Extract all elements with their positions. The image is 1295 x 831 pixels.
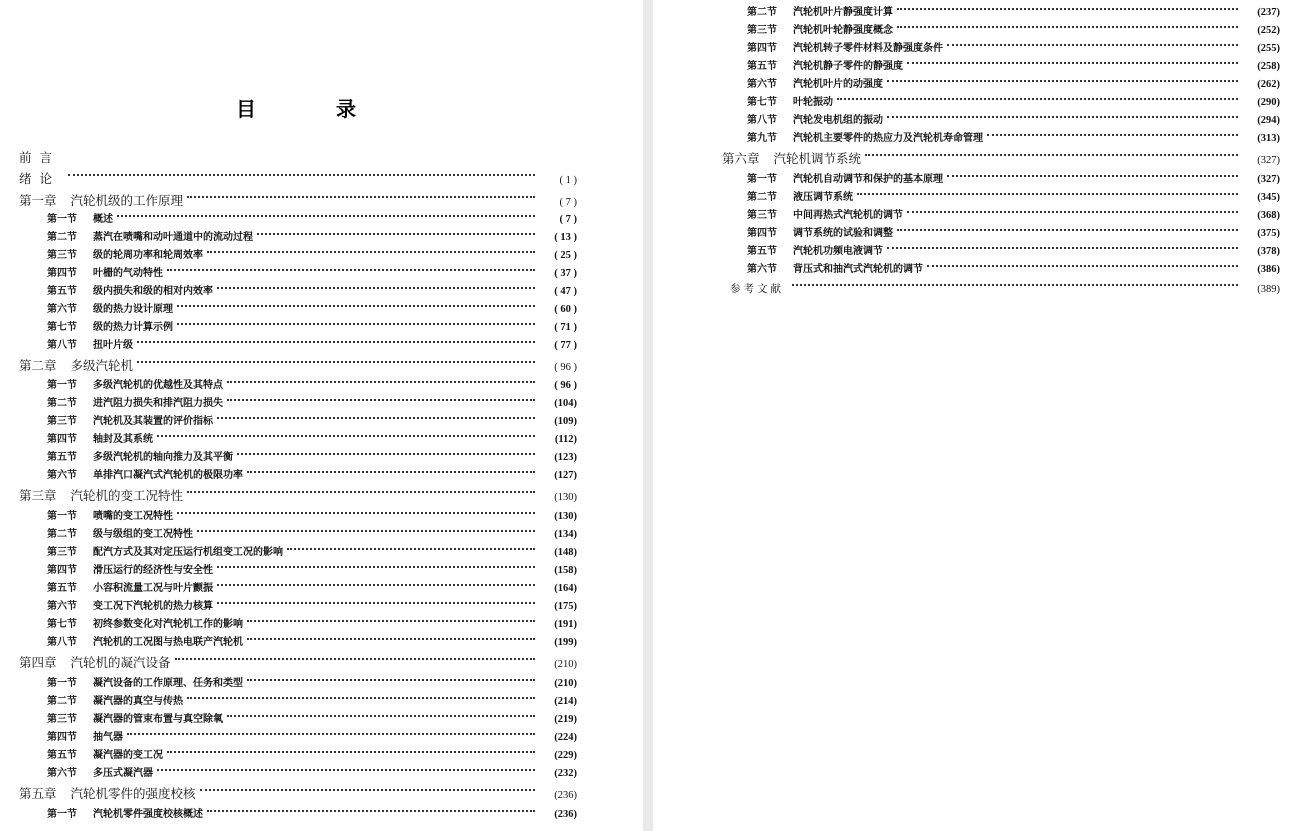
toc-entry-page: (127) [554,470,577,481]
toc-entry-title: 汽轮机零件的强度校核 [70,786,196,801]
toc-entry-page: (232) [554,768,577,779]
toc-entry-page: (327) [1257,155,1280,166]
toc-entry-chapter[interactable] [19,655,577,671]
toc-entry-section[interactable] [47,230,577,246]
toc-entry-title: 汽轮发电机组的振动 [793,115,883,126]
toc-entry-title: 多级汽轮机的优越性及其特点 [93,380,223,391]
toc-entry-section[interactable] [47,581,577,597]
toc-entry-section[interactable] [747,5,1280,21]
toc-entry-section[interactable] [747,208,1280,224]
toc-entry-page: (386) [1257,264,1280,275]
toc-leader-dots [247,679,535,681]
toc-entry-number: 第四节 [47,732,77,743]
toc-leader-dots [207,251,535,253]
toc-leader-dots [200,789,535,791]
toc-entry-section[interactable] [47,266,577,282]
toc-entry-title: 汽轮机转子零件材料及静强度条件 [793,43,943,54]
toc-entry-title: 级与级组的变工况特性 [93,529,193,540]
toc-entry-section[interactable] [747,59,1280,75]
toc-entry-title: 汽轮机自动调节和保护的基本原理 [793,174,943,185]
toc-leader-dots [947,44,1238,46]
toc-entry-section[interactable] [47,284,577,300]
toc-entry-title: 调节系统的试验和调整 [793,228,893,239]
toc-entry-title: 级的轮周功率和轮周效率 [93,250,203,261]
toc-leader-dots [68,174,535,176]
toc-entry-title: 多级汽轮机 [70,358,134,373]
toc-entry-section[interactable] [747,95,1280,111]
toc-entry-page: (378) [1257,246,1280,257]
toc-entry-title: 级的热力设计原理 [93,304,173,315]
toc-leader-dots [887,247,1238,249]
toc-entry-title: 汽轮机的工况图与热电联产汽轮机 [93,637,243,648]
toc-entry-page: (375) [1257,228,1280,239]
toc-entry-page: (191) [554,619,577,630]
toc-leader-dots [127,733,535,735]
toc-entry-number: 第七节 [47,619,77,630]
toc-entry-number: 第三节 [747,210,777,221]
toc-entry-page: (123) [554,452,577,463]
toc-leader-dots [257,233,535,235]
toc-entry-number: 第二章 [19,358,57,373]
toc-entry-page: (219) [554,714,577,725]
toc-leader-dots [175,658,535,660]
toc-entry-number: 第一节 [47,214,77,225]
toc-entry-title: 轴封及其系统 [93,434,153,445]
toc-entry-section[interactable] [47,599,577,615]
toc-entry-page: (134) [554,529,577,540]
toc-entry-chapter[interactable] [19,786,577,802]
toc-entry-page: (252) [1257,25,1280,36]
toc-entry-page: (164) [554,583,577,594]
toc-entry-page: ( 96 ) [554,362,577,373]
toc-entry-number: 第六节 [47,470,77,481]
toc-entry-number: 第三节 [747,25,777,36]
toc-entry-page: (214) [554,696,577,707]
toc-entry-page: ( 7 ) [559,214,577,225]
toc-leader-dots [987,134,1238,136]
toc-entry-page: (210) [554,659,577,670]
toc-entry-number: 第八节 [47,340,77,351]
toc-entry-title: 多压式凝汽器 [93,768,153,779]
toc-entry-section[interactable] [47,766,577,782]
toc-leader-dots [207,810,535,812]
toc-entry-number: 第五节 [747,246,777,257]
toc-entry-section[interactable] [47,320,577,336]
toc-entry-title: 蒸汽在喷嘴和动叶通道中的流动过程 [93,232,253,243]
toc-leader-dots [227,381,535,383]
toc-leader-dots [792,284,1238,286]
toc-entry-title: 概述 [93,214,113,225]
toc-entry-title: 扭叶片级 [93,340,133,351]
toc-entry-page: ( 25 ) [554,250,577,261]
toc-entry-page: (368) [1257,210,1280,221]
toc-entry-section[interactable] [47,635,577,651]
toc-entry-section[interactable] [47,509,577,525]
toc-entry-number: 参考文献 [730,283,784,295]
toc-leader-dots [177,305,535,307]
toc-entry-number: 第六节 [47,768,77,779]
toc-leader-dots [187,697,535,699]
toc-entry-section[interactable] [747,113,1280,129]
toc-entry-section[interactable] [47,396,577,412]
toc-entry-number: 第四节 [47,565,77,576]
toc-leader-dots [227,399,535,401]
toc-entry-title: 叶轮振动 [793,97,833,108]
toc-entry-front [19,150,577,166]
toc-entry-page: ( 37 ) [554,268,577,279]
toc-entry-number: 第八节 [47,637,77,648]
toc-entry-section[interactable] [747,190,1280,206]
toc-entry-number: 第三节 [47,547,77,558]
toc-entry-page: ( 96 ) [554,380,577,391]
toc-entry-page: (130) [554,511,577,522]
toc-leader-dots [157,769,535,771]
toc-entry-section[interactable] [747,77,1280,93]
toc-entry-number: 绪论 [19,171,61,186]
toc-entry-section[interactable] [47,712,577,728]
toc-entry-section[interactable] [47,468,577,484]
toc-entry-number: 第一节 [47,380,77,391]
toc-entry-page: (237) [1257,7,1280,18]
toc-leader-dots [167,751,535,753]
toc-entry-number: 第二节 [747,7,777,18]
toc-entry-title: 汽轮机的变工况特性 [70,488,184,503]
toc-entry-title: 抽气器 [93,732,123,743]
toc-entry-number: 第二节 [47,398,77,409]
toc-leader-dots [837,98,1238,100]
toc-entry-section[interactable] [747,23,1280,39]
toc-entry-page: ( 7 ) [559,197,577,208]
toc-entry-section[interactable] [747,131,1280,147]
toc-entry-section[interactable] [47,378,577,394]
toc-entry-title: 喷嘴的变工况特性 [93,511,173,522]
toc-leader-dots [247,620,535,622]
toc-entry-page: (229) [554,750,577,761]
toc-entry-page: (258) [1257,61,1280,72]
toc-entry-title: 背压式和抽汽式汽轮机的调节 [793,264,923,275]
toc-leader-dots [177,323,535,325]
toc-leader-dots [117,215,535,217]
toc-entry-front[interactable] [19,171,577,187]
toc-entry-chapter[interactable] [19,193,577,209]
toc-entry-title: 汽轮机及其装置的评价指标 [93,416,213,427]
toc-entry-section[interactable] [747,172,1280,188]
toc-leader-dots [227,715,535,717]
toc-leader-dots [287,548,535,550]
toc-leader-dots [157,435,535,437]
toc-entry-title: 汽轮机的凝汽设备 [70,655,171,670]
toc-leader-dots [217,417,535,419]
toc-entry-title: 小容积流量工况与叶片颤振 [93,583,213,594]
toc-entry-section[interactable] [47,414,577,430]
toc-leader-dots [217,584,535,586]
toc-entry-title: 汽轮机叶片静强度计算 [793,7,893,18]
toc-entry-section[interactable] [747,262,1280,278]
toc-entry-page: (109) [554,416,577,427]
toc-entry-section[interactable] [47,563,577,579]
toc-entry-number: 第四节 [47,268,77,279]
toc-entry-title: 凝汽器的变工况 [93,750,163,761]
toc-entry-title: 汽轮机静子零件的静强度 [793,61,903,72]
toc-entry-title: 配汽方式及其对定压运行机组变工况的影响 [93,547,283,558]
toc-leader-dots [187,491,535,493]
toc-entry-number: 第一节 [747,174,777,185]
toc-leader-dots [907,211,1238,213]
toc-leader-dots [927,265,1238,267]
toc-title-char-2: 录 [336,97,356,121]
toc-entry-title: 叶栅的气动特性 [93,268,163,279]
toc-entry-number: 第三节 [47,250,77,261]
toc-entry-number: 第六章 [722,151,760,166]
toc-entry-section[interactable] [47,212,577,228]
toc-entry-page: (112) [554,434,577,445]
toc-leader-dots [217,602,535,604]
toc-leader-dots [897,26,1238,28]
toc-entry-number: 第一节 [47,809,77,820]
toc-entry-section[interactable] [47,450,577,466]
toc-entry-number: 前言 [19,150,61,165]
toc-leader-dots [865,154,1238,156]
toc-leader-dots [167,269,535,271]
toc-entry-page: (175) [554,601,577,612]
toc-entry-number: 第二节 [47,529,77,540]
toc-entry-page: (158) [554,565,577,576]
toc-entry-number: 第五节 [47,452,77,463]
toc-entry-number: 第六节 [47,601,77,612]
toc-entry-number: 第四章 [19,655,57,670]
toc-leader-dots [187,196,535,198]
toc-entry-number: 第四节 [747,43,777,54]
toc-entry-title: 汽轮机主要零件的热应力及汽轮机寿命管理 [793,133,983,144]
toc-entry-page: (236) [554,790,577,801]
toc-entry-title: 凝汽设备的工作原理、任务和类型 [93,678,243,689]
toc-entry-section[interactable] [47,748,577,764]
toc-entry-page: (290) [1257,97,1280,108]
toc-entry-section[interactable] [47,338,577,354]
toc-entry-section[interactable] [47,807,577,823]
toc-entry-title: 凝汽器的真空与传热 [93,696,183,707]
toc-entry-page: (389) [1257,284,1280,295]
toc-entry-number: 第二节 [47,232,77,243]
toc-entry-page: ( 13 ) [554,232,577,243]
toc-entry-page: (313) [1257,133,1280,144]
toc-entry-number: 第五节 [747,61,777,72]
toc-entry-page: (327) [1257,174,1280,185]
toc-entry-page: (130) [554,492,577,503]
toc-entry-number: 第一节 [47,678,77,689]
toc-entry-section[interactable] [47,730,577,746]
toc-entry-title: 汽轮机功频电液调节 [793,246,883,257]
toc-entry-number: 第一章 [19,193,57,208]
toc-entry-page: ( 60 ) [554,304,577,315]
toc-entry-number: 第五节 [47,583,77,594]
toc-entry-section[interactable] [47,302,577,318]
toc-entry-chapter[interactable] [19,488,577,504]
toc-entry-page: (255) [1257,43,1280,54]
toc-entry-number: 第三章 [19,488,57,503]
toc-entry-number: 第九节 [747,133,777,144]
toc-entry-number: 第七节 [47,322,77,333]
toc-entry-number: 第四节 [47,434,77,445]
toc-entry-number: 第七节 [747,97,777,108]
toc-entry-number: 第八节 [747,115,777,126]
toc-entry-title: 级的热力计算示例 [93,322,173,333]
toc-entry-page: (224) [554,732,577,743]
toc-leader-dots [247,471,535,473]
toc-entry-title: 汽轮机叶轮静强度概念 [793,25,893,36]
toc-leader-dots [137,341,535,343]
toc-entry-chapter[interactable] [19,358,577,374]
toc-entry-page: (262) [1257,79,1280,90]
toc-entry-section[interactable] [47,676,577,692]
toc-leader-dots [217,566,535,568]
toc-entry-ref[interactable] [730,281,1280,297]
toc-entry-title: 变工况下汽轮机的热力核算 [93,601,213,612]
toc-entry-page: ( 1 ) [559,175,577,186]
toc-leader-dots [857,193,1238,195]
toc-title [236,93,356,122]
toc-entry-number: 第五节 [47,750,77,761]
toc-entry-page: (345) [1257,192,1280,203]
toc-entry-section[interactable] [47,694,577,710]
toc-leader-dots [887,80,1238,82]
toc-entry-title: 级内损失和级的相对内效率 [93,286,213,297]
toc-leader-dots [907,62,1238,64]
toc-entry-title: 中间再热式汽轮机的调节 [793,210,903,221]
toc-entry-title: 滑压运行的经济性与安全性 [93,565,213,576]
toc-entry-number: 第五章 [19,786,57,801]
toc-entry-title: 多级汽轮机的轴向推力及其平衡 [93,452,233,463]
toc-entry-number: 第三节 [47,714,77,725]
toc-entry-page: ( 47 ) [554,286,577,297]
toc-leader-dots [177,512,535,514]
toc-entry-section[interactable] [747,41,1280,57]
toc-entry-page: (210) [554,678,577,689]
toc-entry-section[interactable] [747,226,1280,242]
toc-leader-dots [217,287,535,289]
toc-leader-dots [897,229,1238,231]
toc-entry-title: 汽轮机叶片的动强度 [793,79,883,90]
toc-entry-title: 初终参数变化对汽轮机工作的影响 [93,619,243,630]
toc-leader-dots [237,453,535,455]
toc-entry-section[interactable] [47,617,577,633]
toc-entry-page: ( 77 ) [554,340,577,351]
toc-entry-section[interactable] [47,545,577,561]
toc-entry-number: 第四节 [747,228,777,239]
toc-entry-number: 第三节 [47,416,77,427]
toc-entry-title: 汽轮机级的工作原理 [70,193,184,208]
toc-entry-title: 汽轮机零件强度校核概述 [93,809,203,820]
toc-entry-number: 第二节 [747,192,777,203]
toc-entry-chapter[interactable] [722,151,1280,167]
toc-entry-section[interactable] [47,432,577,448]
toc-entry-page: (294) [1257,115,1280,126]
toc-leader-dots [887,116,1238,118]
toc-entry-page: (104) [554,398,577,409]
toc-entry-number: 第二节 [47,696,77,707]
toc-entry-number: 第六节 [747,264,777,275]
toc-entry-page: ( 71 ) [554,322,577,333]
toc-entry-page: (148) [554,547,577,558]
toc-leader-dots [897,8,1238,10]
toc-entry-section[interactable] [47,527,577,543]
toc-entry-number: 第六节 [47,304,77,315]
toc-leader-dots [947,175,1238,177]
toc-entry-title: 进汽阻力损失和排汽阻力损失 [93,398,223,409]
toc-entry-page: (236) [554,809,577,820]
toc-entry-title: 凝汽器的管束布置与真空除氧 [93,714,223,725]
toc-entry-number: 第一节 [47,511,77,522]
toc-leader-dots [247,638,535,640]
toc-entry-section[interactable] [47,248,577,264]
toc-title-char-1: 目 [236,97,256,121]
toc-leader-dots [197,530,535,532]
toc-entry-section[interactable] [747,244,1280,260]
toc-entry-title: 单排汽口凝汽式汽轮机的极限功率 [93,470,243,481]
toc-leader-dots [137,361,535,363]
toc-entry-page: (199) [554,637,577,648]
toc-entry-title: 液压调节系统 [793,192,853,203]
toc-entry-number: 第五节 [47,286,77,297]
toc-entry-title: 汽轮机调节系统 [773,151,862,166]
toc-entry-number: 第六节 [747,79,777,90]
page-gutter [643,0,653,831]
